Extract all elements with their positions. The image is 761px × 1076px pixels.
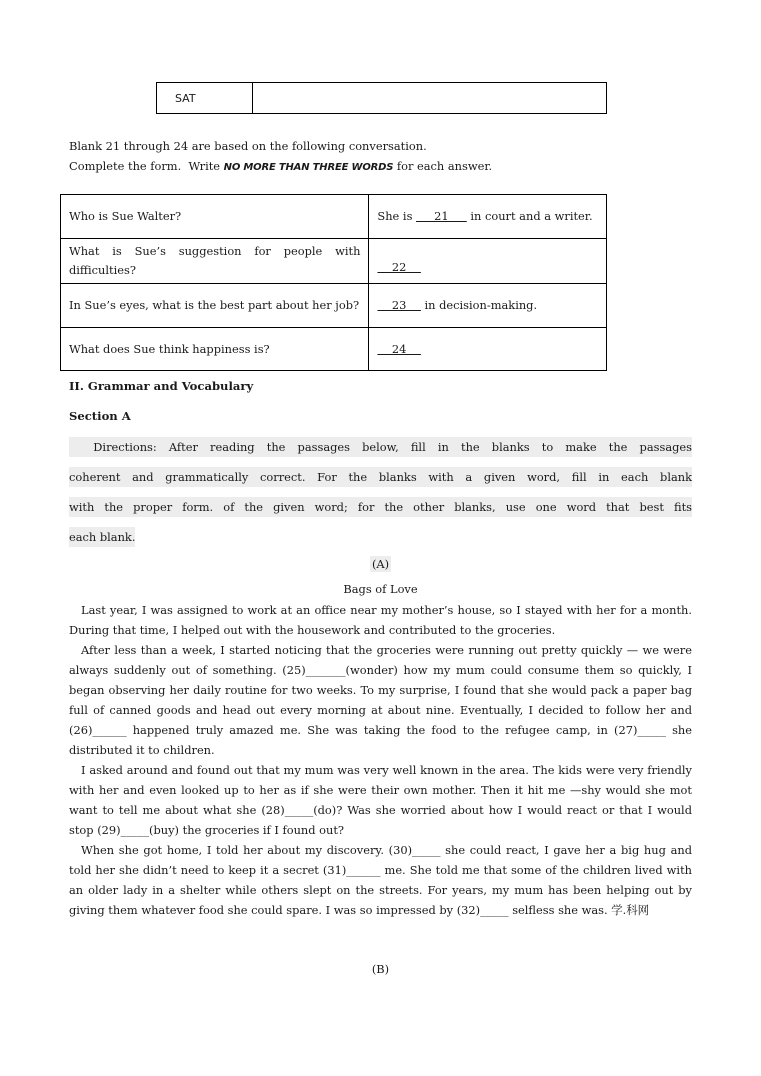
blank-22[interactable]: 22 bbox=[377, 260, 421, 274]
paragraph: Last year, I was assigned to work at an office near my mother’s house, so I stayed with her for a month. During that time, I helped out with the housework and contributed to the groceries. bbox=[69, 603, 692, 637]
directions-line: Directions: After reading the passages below, fill in the blanks to make the passages bbox=[69, 437, 692, 457]
table-row bbox=[61, 328, 607, 371]
table-row bbox=[157, 83, 607, 114]
passage-a-label: (A) bbox=[371, 557, 390, 571]
answer-text: in decision-making. bbox=[420, 298, 538, 312]
instruction-line-2 bbox=[69, 159, 492, 173]
directions-line: coherent and grammatically correct. For the blanks with a given word, fill in each blank bbox=[69, 467, 692, 487]
table-row bbox=[61, 239, 607, 284]
table-row bbox=[61, 284, 607, 328]
sat-value-cell bbox=[253, 83, 607, 114]
answer-text: She is bbox=[377, 209, 417, 223]
passage-a-label-wrap bbox=[0, 557, 761, 571]
question-cell: What is Sue’s suggestion for people with difficulties? bbox=[61, 239, 369, 284]
table-row bbox=[61, 195, 607, 239]
word-limit-emphasis: NO MORE THAN THREE WORDS bbox=[223, 162, 394, 173]
answer-cell bbox=[369, 239, 607, 284]
paragraph: I asked around and found out that my mum was very well known in the area. The kids were very friendly with her and even looked up to her as if she were their own mother. Then it hit me —shy would she mot want to tell me about what she (28)_____(do)? Was she worried about how I would react or that I would stop (29)_____(buy) the groceries if I found out? bbox=[69, 763, 692, 837]
passage-b-label: (B) bbox=[371, 962, 390, 976]
passage-body bbox=[69, 600, 692, 920]
directions-line: each blank. bbox=[69, 527, 135, 547]
blank-23[interactable]: 23 bbox=[377, 298, 421, 312]
section-subheading: Section A bbox=[69, 409, 131, 423]
answer-cell bbox=[369, 195, 607, 239]
blank-24[interactable]: 24 bbox=[377, 341, 421, 356]
instruction-text: Complete the form. Write bbox=[69, 159, 224, 173]
question-cell: In Sue’s eyes, what is the best part about her job? bbox=[61, 284, 369, 328]
sat-label-cell: SAT bbox=[157, 83, 253, 114]
directions-block bbox=[69, 432, 692, 552]
question-form-table bbox=[60, 194, 607, 371]
sat-table bbox=[156, 82, 607, 114]
paragraph: After less than a week, I started noticing that the groceries were running out pretty quickly — we were always suddenly out of something. (25)_______(wonder) how my mum could consume them so quickly, I began observing her daily routine for two weeks. To my surprise, I found that she would pack a paper bag full of canned goods and head out every morning at about nine. Eventually, I decided to follow her and (26)______ happened truly amazed me. She was taking the food to the refugee camp, in (27)_____ she distributed it to children. bbox=[69, 643, 692, 757]
instruction-line-1: Blank 21 through 24 are based on the following conversation. bbox=[69, 139, 427, 153]
question-cell: Who is Sue Walter? bbox=[61, 195, 369, 239]
question-cell: What does Sue think happiness is? bbox=[61, 328, 369, 371]
instruction-text: for each answer. bbox=[393, 159, 493, 173]
answer-cell bbox=[369, 328, 607, 371]
answer-cell bbox=[369, 284, 607, 328]
paragraph: When she got home, I told her about my discovery. (30)_____ she could react, I gave her a big hug and told her she didn’t need to keep it a secret (31)______ me. She told me that some of the children lived with an older lady in a shelter while others slept on the streets. For years, my mum has been helping out by giving them whatever food she could spare. I was so impressed by (32)_____ selfless she was. 学.科网 bbox=[69, 843, 692, 917]
section-heading: II. Grammar and Vocabulary bbox=[69, 379, 254, 393]
directions-line: with the proper form. of the given word; for the other blanks, use one word that best fits bbox=[69, 497, 692, 517]
blank-21[interactable]: 21 bbox=[416, 209, 467, 223]
answer-text: in court and a writer. bbox=[466, 209, 593, 223]
passage-title: Bags of Love bbox=[343, 582, 418, 596]
